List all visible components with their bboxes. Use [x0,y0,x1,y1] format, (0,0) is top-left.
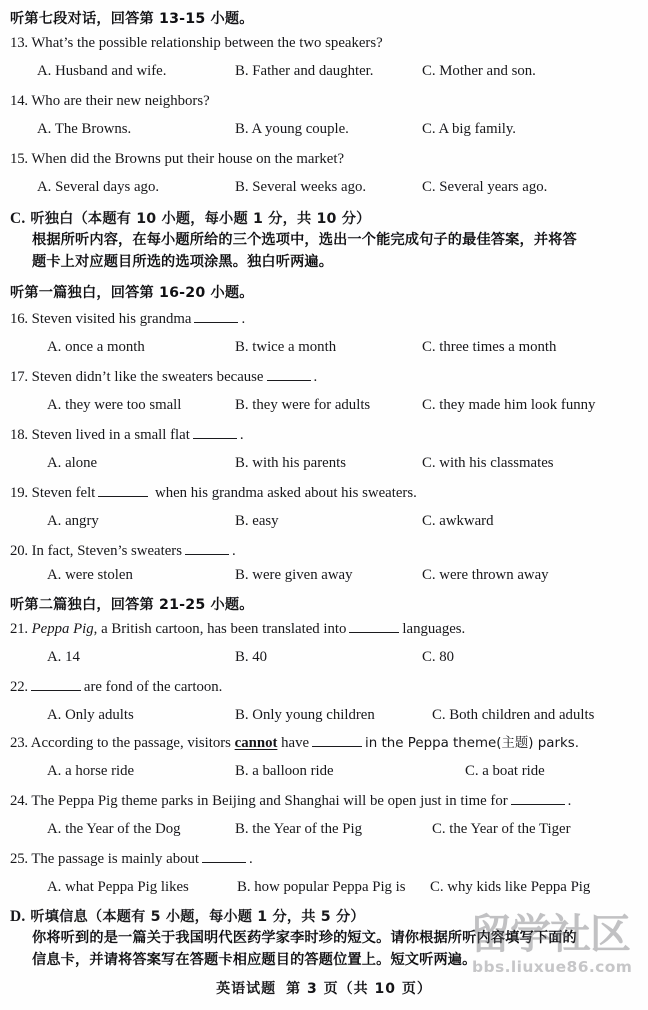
question-13-stem [10,34,383,53]
question-14-stem [10,92,210,111]
section-c-letter: C. [10,210,26,227]
question-18-text: Steven lived in a small flat [31,427,190,443]
option-a[interactable]: A. Only adults [47,707,134,723]
option-a[interactable]: A. were stolen [47,567,133,583]
answer-blank [98,485,148,497]
monologue-1-instruction: 听第一篇独白，回答第 16-20 小题。 [10,285,254,301]
option-a[interactable]: A. once a month [47,339,145,355]
option-a[interactable]: A. a horse ride [47,763,135,779]
option-b[interactable]: B. twice a month [235,339,337,355]
question-17-stem [10,368,317,387]
question-21-number: 21. [10,621,28,637]
question-21-text-end: languages. [402,621,466,637]
option-c[interactable]: C. were thrown away [422,567,549,583]
option-c[interactable]: C. Mother and son. [422,63,536,79]
question-22-options [10,706,638,725]
section-d-heading [10,906,365,928]
question-19-number: 19. [10,485,28,501]
question-20-number: 20. [10,543,28,559]
question-18-options [10,454,638,473]
option-c[interactable]: C. three times a month [422,339,557,355]
question-24-options [10,820,638,839]
question-19-stem [10,484,417,503]
question-16-options [10,338,638,357]
question-21-stem [10,620,465,639]
question-19-text-end: when his grandma asked about his sweaters. [155,485,417,501]
option-b[interactable]: B. Father and daughter. [235,63,374,79]
section-d-letter: D. [10,908,26,925]
option-c[interactable]: C. A big family. [422,121,516,137]
answer-blank [31,679,81,691]
option-b[interactable]: B. with his parents [235,455,346,471]
section-d-title: 听填信息（本题有 5 小题，每小题 1 分，共 5 分） [30,909,365,925]
question-15-number: 15. [10,151,28,167]
question-16-number: 16. [10,311,28,327]
question-25-text-end: . [249,851,253,867]
option-b[interactable]: B. 40 [235,649,268,665]
question-20-text: In fact, Steven’s sweaters [31,543,182,559]
footer-page-number: 第 3 页（共 10 页） [286,981,432,997]
option-c[interactable]: C. they made him look funny [422,397,596,413]
option-a[interactable]: A. alone [47,455,98,471]
option-c[interactable]: C. Both children and adults [432,707,595,723]
question-19-options [10,512,638,531]
question-15-options [10,178,638,197]
answer-blank [185,543,229,555]
question-19-text: Steven felt [31,485,96,501]
footer-subject: 英语试题 [216,981,277,997]
option-b[interactable]: B. were given away [235,567,353,583]
option-a[interactable]: A. they were too small [47,397,182,413]
option-c[interactable]: C. the Year of the Tiger [432,821,571,837]
section-d-body-line-2: 信息卡，并请将答案写在答题卡相应题目的答题位置上。短文听两遍。 [32,952,477,968]
question-22-stem [10,678,222,697]
option-c[interactable]: C. why kids like Peppa Pig [430,879,591,895]
watermark-brand: 留学社区 [470,910,630,958]
option-a[interactable]: A. Several days ago. [37,179,160,195]
question-17-text: Steven didn’t like the sweaters because [31,369,264,385]
question-20-text-end: . [232,543,236,559]
answer-blank [202,851,246,863]
option-c[interactable]: C. Several years ago. [422,179,548,195]
option-a[interactable]: A. what Peppa Pig likes [47,879,189,895]
option-a[interactable]: A. angry [47,513,99,529]
option-a[interactable]: A. the Year of the Dog [47,821,181,837]
question-23-number: 23. [10,735,28,751]
question-17-number: 17. [10,369,28,385]
question-23-emphasis: cannot [234,735,278,751]
answer-blank [194,311,238,323]
option-b[interactable]: B. A young couple. [235,121,349,137]
option-b[interactable]: B. how popular Peppa Pig is [237,879,406,895]
question-22-text-end: are fond of the cartoon. [83,679,223,695]
question-23-options [10,762,638,781]
question-17-options [10,396,638,415]
section-c-body-line-2: 题卡上对应题目所选的选项涂黑。独白听两遍。 [32,254,334,270]
question-13-options [10,62,638,81]
question-23-text-mid: have [281,735,310,751]
question-13-number: 13. [10,35,28,51]
option-b[interactable]: B. Only young children [235,707,375,723]
answer-blank [349,621,399,633]
answer-blank [312,735,362,747]
question-21-options [10,648,638,667]
dialogue-7-instruction: 听第七段对话，回答第 13-15 小题。 [10,11,254,27]
option-c[interactable]: C. 80 [422,649,455,665]
option-a[interactable]: A. Husband and wife. [37,63,167,79]
page-footer [0,978,648,998]
question-25-text: The passage is mainly about [31,851,200,867]
question-24-text-end: . [567,793,572,809]
option-a[interactable]: A. The Browns. [37,121,132,137]
monologue-2-instruction: 听第二篇独白，回答第 21-25 小题。 [10,597,254,613]
option-c[interactable]: C. a boat ride [465,763,545,779]
question-23-text: According to the passage, visitors [30,735,231,751]
question-25-stem [10,850,253,869]
answer-blank [193,427,237,439]
question-20-stem [10,542,236,561]
question-14-text: Who are their new neighbors? [31,93,210,109]
option-b[interactable]: B. Several weeks ago. [235,179,367,195]
question-18-stem [10,426,244,445]
option-b[interactable]: B. they were for adults [235,397,371,413]
question-17-text-end: . [313,369,318,385]
section-c-heading [10,208,371,230]
section-c-title: 听独白（本题有 10 小题，每小题 1 分，共 10 分） [30,211,371,227]
question-16-text: Steven visited his grandma [31,311,192,327]
question-15-text: When did the Browns put their house on the market? [31,151,345,167]
question-13-text: What’s the possible relationship between the two speakers? [31,35,383,51]
option-b[interactable]: B. the Year of the Pig [235,821,363,837]
option-b[interactable]: B. a balloon ride [235,763,334,779]
section-c-body-line-1: 根据所听内容，在每小题所给的三个选项中，选出一个能完成句子的最佳答案，并将答 [32,232,577,248]
option-b[interactable]: B. easy [235,513,279,529]
option-a[interactable]: A. 14 [47,649,80,665]
question-18-text-end: . [239,427,244,443]
question-21-text: , a British cartoon, has been translated into [93,621,347,637]
question-21-title: Peppa Pig [31,621,94,637]
question-16-stem [10,310,245,329]
question-24-text: The Peppa Pig theme parks in Beijing and Shanghai will be open just in time for [31,793,508,809]
watermark-url: bbs.liuxue86.com [472,958,633,976]
option-c[interactable]: C. with his classmates [422,455,554,471]
question-20-options [10,566,638,585]
question-16-text-end: . [241,311,246,327]
question-15-stem [10,150,344,169]
question-14-options [10,120,638,139]
question-18-number: 18. [10,427,28,443]
question-24-number: 24. [10,793,28,809]
question-22-number: 22. [10,679,28,695]
question-25-options [10,878,638,897]
question-25-number: 25. [10,851,28,867]
question-23-stem [10,734,579,753]
question-14-number: 14. [10,93,28,109]
question-24-stem [10,792,571,811]
section-d-body-line-1: 你将听到的是一篇关于我国明代医药学家李时珍的短文。请你根据所听内容填写下面的 [32,930,577,946]
question-23-text-end: in the Peppa theme(主题) parks. [365,736,579,751]
answer-blank [511,793,565,805]
option-c[interactable]: C. awkward [422,513,494,529]
answer-blank [267,369,311,381]
